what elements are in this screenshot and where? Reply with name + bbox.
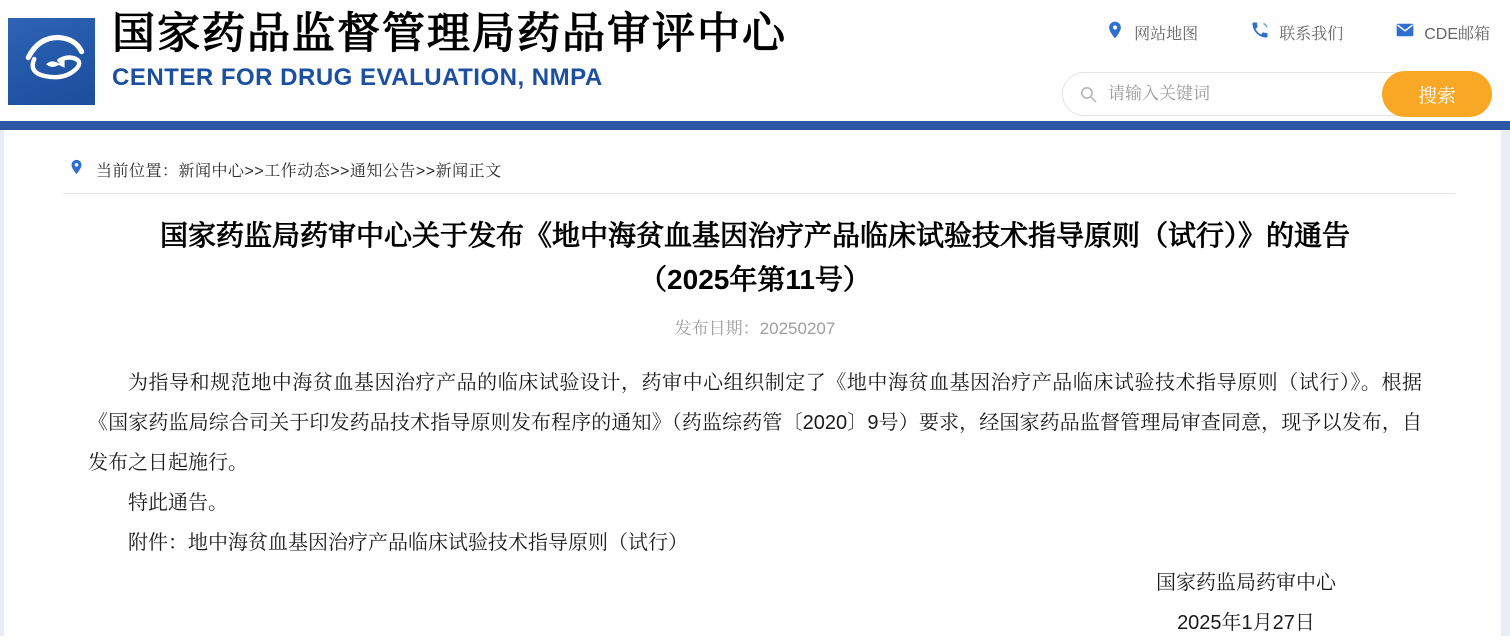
- site-header: [0, 0, 1510, 121]
- publish-date: 发布日期：20250207: [674, 319, 836, 338]
- search-bar: [1062, 72, 1492, 116]
- sitemap-link-label: 网站地图: [1134, 26, 1199, 43]
- site-titles: [112, 8, 787, 92]
- signature-block: [1156, 563, 1336, 643]
- contact-us-link[interactable]: [1250, 20, 1343, 45]
- signature-date: 2025年1月27日: [1177, 612, 1315, 634]
- article: [0, 214, 1510, 643]
- swan-emblem-icon: [15, 22, 89, 101]
- location-pin-icon: [68, 156, 85, 183]
- cde-mail-link-label: CDE邮箱: [1424, 26, 1490, 43]
- breadcrumb-path[interactable]: 当前位置：新闻中心>>工作动态>>通知公告>>新闻正文: [96, 163, 502, 180]
- phone-icon: [1250, 20, 1270, 45]
- article-title-line2: （2025年第11号）: [639, 264, 871, 295]
- breadcrumb: [68, 156, 502, 183]
- signature-org: 国家药监局药审中心: [1156, 572, 1336, 594]
- attachment-label: 附件：: [128, 532, 188, 554]
- attachment-link[interactable]: 地中海贫血基因治疗产品临床试验技术指导原则（试行）: [188, 532, 688, 554]
- contact-us-link-label: 联系我们: [1279, 26, 1344, 43]
- search-input[interactable]: [1098, 84, 1382, 104]
- cde-logo: [8, 18, 95, 105]
- attachment-line: [88, 523, 1422, 563]
- article-title-line1: 国家药监局药审中心关于发布《地中海贫血基因治疗产品临床试验技术指导原则（试行）》的通告: [159, 220, 1350, 251]
- article-body: [88, 363, 1422, 563]
- search-button[interactable]: 搜索: [1382, 71, 1492, 117]
- cde-mail-link[interactable]: [1395, 20, 1490, 45]
- header-divider-bar: [0, 121, 1510, 130]
- site-title-english: CENTER FOR DRUG EVALUATION, NMPA: [112, 64, 603, 91]
- sitemap-link[interactable]: [1105, 20, 1198, 45]
- paragraph-main: 为指导和规范地中海贫血基因治疗产品的临床试验设计，药审中心组织制定了《地中海贫血基因治疗产品临床试验技术指导原则（试行）》。根据《国家药监局综合司关于印发药品技术指导原则发布程序的通知》（药监综药管〔2020〕9号）要求，经国家药品监督管理局审查同意，现予以发布，自发布之日起施行。: [88, 372, 1422, 474]
- article-title: [0, 214, 1510, 302]
- search-icon: [1079, 85, 1098, 104]
- site-title-chinese: 国家药品监督管理局药品审评中心: [112, 10, 787, 58]
- paragraph-notice: 特此通告。: [128, 492, 228, 514]
- envelope-icon: [1395, 20, 1415, 45]
- breadcrumb-divider: [63, 193, 1455, 194]
- header-quick-links: [1105, 20, 1490, 45]
- map-pin-icon: [1105, 20, 1125, 45]
